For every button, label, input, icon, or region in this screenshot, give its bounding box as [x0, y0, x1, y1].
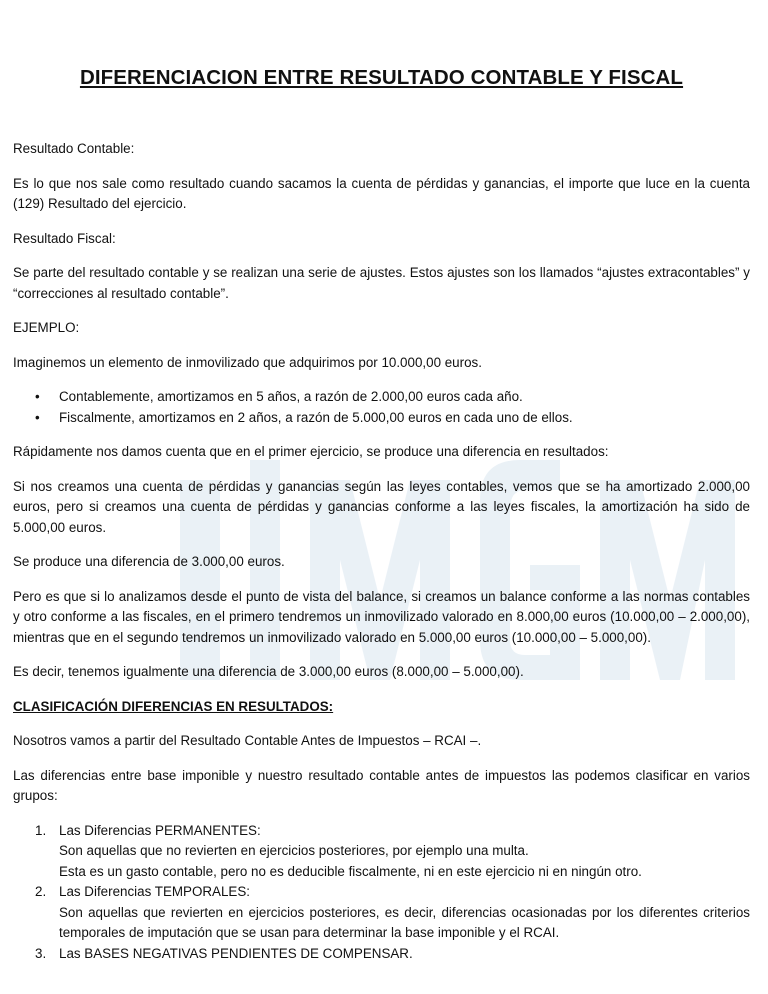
list-item — [13, 882, 750, 944]
group-heading: Las BASES NEGATIVAS PENDIENTES DE COMPENSAR. — [59, 945, 413, 961]
list-number: 2. — [35, 884, 47, 899]
list-item: • Fiscalmente, amortizamos en 2 años, a razón de 5.000,00 euros en cada uno de ellos. — [13, 408, 750, 429]
document-page — [13, 0, 750, 964]
paragraph: Nosotros vamos a partir del Resultado Contable Antes de Impuestos – RCAI –. — [13, 733, 482, 748]
list-item — [13, 821, 750, 883]
list-item — [13, 944, 750, 965]
paragraph: Si nos creamos una cuenta de pérdidas y ganancias según las leyes contables, vemos que se ha amortizado 2.000,00 euros, pero si creamos una cuenta de pérdidas y ganancias conforme a las leyes fiscales, la amortización ha sido de 5.000,00 euros. — [13, 478, 750, 535]
resultado-fiscal-label: Resultado Fiscal: — [13, 230, 116, 246]
resultado-contable-label: Resultado Contable: — [13, 141, 135, 156]
resultado-fiscal-text: Se parte del resultado contable y se realizan una serie de ajustes. Estos ajustes son los llamados “ajustes extracontables” y “correcciones al resultado contable”. — [13, 265, 750, 301]
page-title: DIFERENCIACION ENTRE RESULTADO CONTABLE Y FISCAL — [79, 66, 684, 89]
resultado-contable-text: Es lo que nos sale como resultado cuando sacamos la cuenta de pérdidas y ganancias, el importe que luce en la cuenta (129) Resultado del ejercicio. — [13, 175, 750, 211]
paragraph: Es decir, tenemos igualmente una diferencia de 3.000,00 euros (8.000,00 – 5.000,00). — [13, 664, 524, 679]
ejemplo-intro: Imaginemos un elemento de inmovilizado que adquirimos por 10.000,00 euros. — [13, 354, 482, 370]
group-line: Son aquellas que revierten en ejercicios posteriores, es decir, diferencias ocasionadas por los diferentes criterios temporales de imputación que se usan para determinar la base imponible y el RCAI. — [59, 904, 750, 940]
group-heading: Las Diferencias PERMANENTES: — [59, 822, 261, 838]
ejemplo-bullet-list — [13, 387, 750, 428]
paragraph: Pero es que si lo analizamos desde el punto de vista del balance, si creamos un balance conforme a las normas contables y otro conforme a las fiscales, en el primero tendremos un inmovilizado valorado en 8.000,00 euros (10.000,00 – 2.000,00), mientras que en el segundo tendremos un inmovilizado valorado en 5.000,00 euros (10.000,00 – 5.000,00). — [13, 588, 750, 645]
group-line: Son aquellas que no revierten en ejercicios posteriores, por ejemplo una multa. — [59, 843, 529, 858]
group-heading: Las Diferencias TEMPORALES: — [59, 884, 251, 899]
list-item: • Contablemente, amortizamos en 5 años, a razón de 2.000,00 euros cada año. — [13, 387, 750, 408]
paragraph: Las diferencias entre base imponible y nuestro resultado contable antes de impuestos las podemos clasificar en varios grupos: — [13, 767, 750, 803]
clasificacion-heading: CLASIFICACIÓN DIFERENCIAS EN RESULTADOS: — [13, 698, 334, 714]
list-number: 1. — [35, 822, 47, 838]
list-number: 3. — [35, 945, 47, 961]
paragraph: Se produce una diferencia de 3.000,00 euros. — [13, 554, 285, 569]
diferencias-list — [13, 821, 750, 965]
group-line: Esta es un gasto contable, pero no es deducible fiscalmente, ni en este ejercicio ni en ningún otro. — [59, 863, 642, 879]
ejemplo-label: EJEMPLO: — [13, 320, 80, 335]
paragraph: Rápidamente nos damos cuenta que en el primer ejercicio, se produce una diferencia en resultados: — [13, 444, 609, 459]
